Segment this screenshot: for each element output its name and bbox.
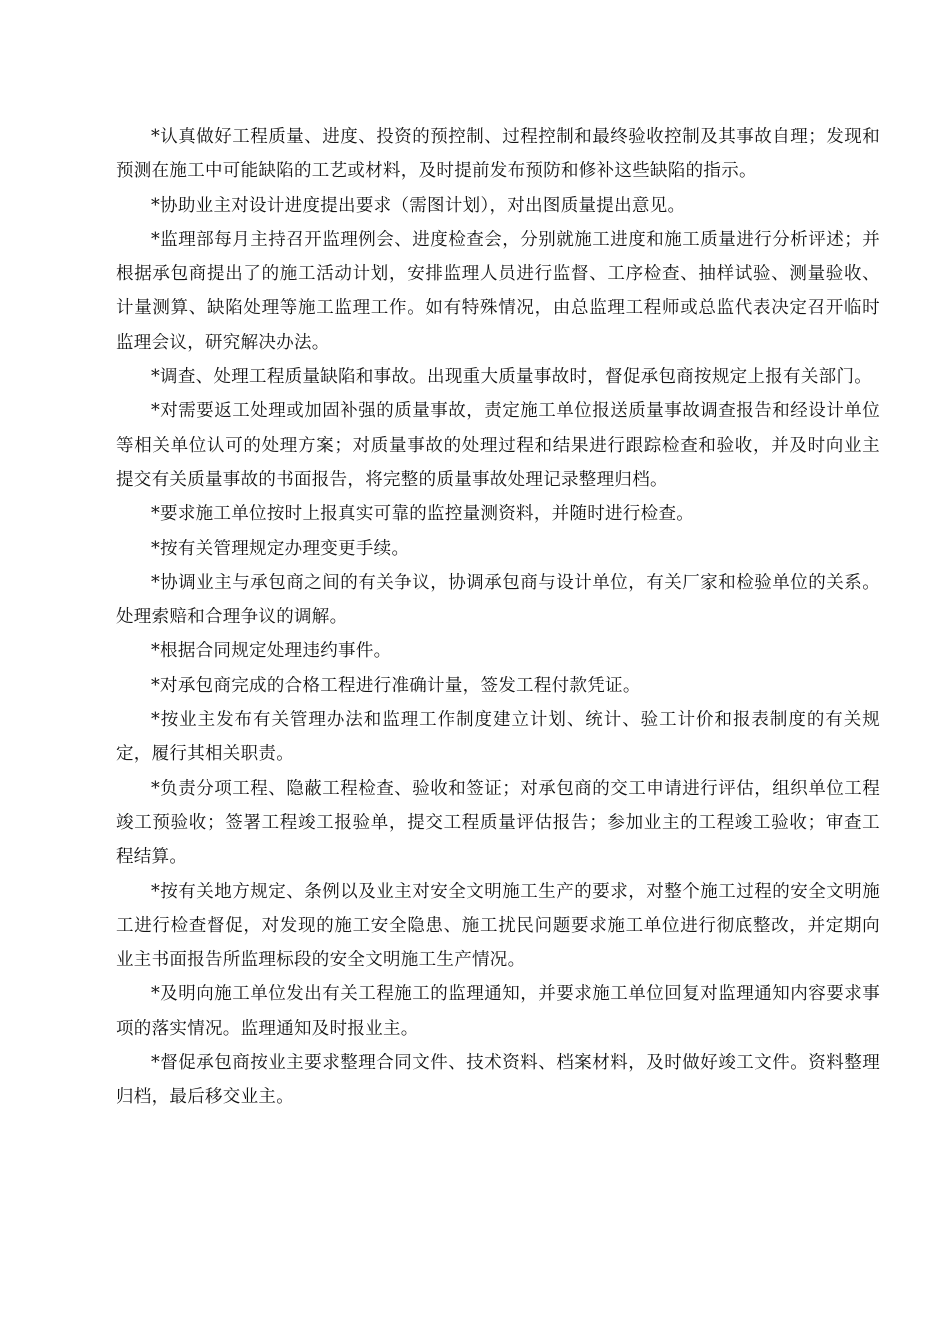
document-page xyxy=(116,120,880,1115)
paragraph-15: *督促承包商按业主要求整理合同文件、技术资料、档案材料，及时做好竣工文件。资料整理归档，最后移交业主。 xyxy=(116,1053,880,1108)
paragraph-9: *根据合同规定处理违约事件。 xyxy=(151,641,392,662)
paragraph-4: *调查、处理工程质量缺陷和事故。出现重大质量事故时，督促承包商按规定上报有关部门。 xyxy=(151,367,873,388)
paragraph-2: *协助业主对设计进度提出要求（需图计划），对出图质量提出意见。 xyxy=(151,195,686,216)
paragraph-5: *对需要返工处理或加固补强的质量事故，责定施工单位报送质量事故调查报告和经设计单位等相关单位认可的处理方案；对质量事故的处理过程和结果进行跟踪检查和验收，并及时向业主提交有关质量事故的书面报告，将完整的质量事故处理记录整理归档。 xyxy=(116,401,880,490)
paragraph-3: *监理部每月主持召开监理例会、进度检查会，分别就施工进度和施工质量进行分析评述；并根据承包商提出了的施工活动计划，安排监理人员进行监督、工序检查、抽样试验、测量验收、计量测算、缺陷处理等施工监理工作。如有特殊情况，由总监理工程师或总监代表决定召开临时监理会议，研究解决办法。 xyxy=(116,229,880,353)
paragraph-10: *对承包商完成的合格工程进行准确计量，签发工程付款凭证。 xyxy=(151,675,641,696)
paragraph-14: *及明向施工单位发出有关工程施工的监理通知，并要求施工单位回复对监理通知内容要求事项的落实情况。监理通知及时报业主。 xyxy=(116,984,880,1039)
paragraph-1: *认真做好工程质量、进度、投资的预控制、过程控制和最终验收控制及其事故自理；发现和预测在施工中可能缺陷的工艺或材料，及时提前发布预防和修补这些缺陷的指示。 xyxy=(116,127,880,182)
paragraph-12: *负责分项工程、隐蔽工程检查、验收和签证；对承包商的交工申请进行评估，组织单位工程竣工预验收；签署工程竣工报验单，提交工程质量评估报告；参加业主的工程竣工验收；审查工程结算。 xyxy=(116,778,880,868)
paragraph-7: *按有关管理规定办理变更手续。 xyxy=(151,538,410,559)
paragraph-13: *按有关地方规定、条例以及业主对安全文明施工生产的要求，对整个施工过程的安全文明施工进行检查督促，对发现的施工安全隐患、施工扰民问题要求施工单位进行彻底整改，并定期向业主书面报告所监理标段的安全文明施工生产情况。 xyxy=(116,881,880,971)
paragraph-11: *按业主发布有关管理办法和监理工作制度建立计划、统计、验工计价和报表制度的有关规定，履行其相关职责。 xyxy=(116,710,880,765)
paragraph-6: *要求施工单位按时上报真实可靠的监控量测资料，并随时进行检查。 xyxy=(151,504,695,525)
paragraph-8: *协调业主与承包商之间的有关争议，协调承包商与设计单位，有关厂家和检验单位的关系。处理索赔和合理争议的调解。 xyxy=(116,572,880,628)
